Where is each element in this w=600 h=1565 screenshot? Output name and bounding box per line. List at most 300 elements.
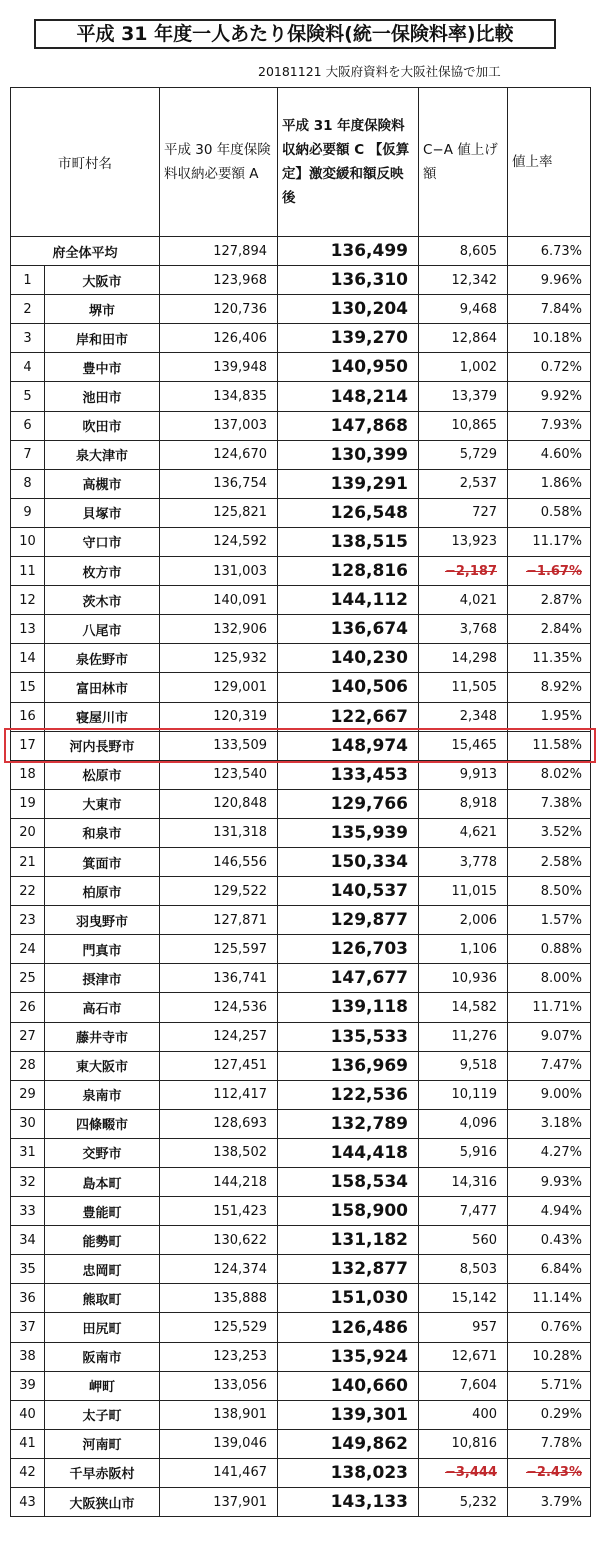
row-number: 26	[11, 993, 45, 1022]
row-number: 13	[11, 615, 45, 644]
increase-rate: 4.94%	[508, 1197, 591, 1226]
table-row	[11, 1458, 591, 1487]
row-number: 23	[11, 906, 45, 935]
table-row	[11, 789, 591, 818]
fy30-amount: 146,556	[160, 847, 278, 876]
increase-amount: 10,119	[419, 1080, 508, 1109]
fy30-amount: 140,091	[160, 586, 278, 615]
municipality-name: 千早赤阪村	[45, 1458, 160, 1487]
fy31-amount: 131,182	[278, 1226, 419, 1255]
table-row	[11, 324, 591, 353]
municipality-name: 箕面市	[45, 847, 160, 876]
average-rate: 6.73%	[508, 237, 591, 266]
table-row	[11, 266, 591, 295]
municipality-name: 高槻市	[45, 469, 160, 498]
row-number: 9	[11, 498, 45, 527]
municipality-name: 豊中市	[45, 353, 160, 382]
row-number: 3	[11, 324, 45, 353]
fy30-amount: 112,417	[160, 1080, 278, 1109]
table-row	[11, 1284, 591, 1313]
row-number: 39	[11, 1371, 45, 1400]
increase-rate: 2.58%	[508, 847, 591, 876]
table-row	[11, 760, 591, 789]
municipality-name: 池田市	[45, 382, 160, 411]
row-number: 4	[11, 353, 45, 382]
increase-amount: 1,002	[419, 353, 508, 382]
increase-amount: 15,465	[419, 731, 508, 760]
municipality-name: 忠岡町	[45, 1255, 160, 1284]
fy30-amount: 141,467	[160, 1458, 278, 1487]
increase-amount: 400	[419, 1400, 508, 1429]
fy31-amount: 140,506	[278, 673, 419, 702]
header-fy30: 平成 30 年度保険料収納必要額 A	[160, 88, 278, 237]
fy30-amount: 133,509	[160, 731, 278, 760]
fy31-amount: 126,486	[278, 1313, 419, 1342]
fy30-amount: 144,218	[160, 1168, 278, 1197]
increase-rate: 9.00%	[508, 1080, 591, 1109]
increase-rate: 7.93%	[508, 411, 591, 440]
row-number: 10	[11, 527, 45, 556]
fy30-amount: 125,597	[160, 935, 278, 964]
fy30-amount: 125,932	[160, 644, 278, 673]
fy31-amount: 132,789	[278, 1109, 419, 1138]
municipality-name: 大阪市	[45, 266, 160, 295]
row-number: 14	[11, 644, 45, 673]
table-row	[11, 1197, 591, 1226]
fy31-amount: 135,939	[278, 818, 419, 847]
page-title: 平成 31 年度一人あたり保険料(統一保険料率)比較	[34, 19, 556, 49]
table-row	[11, 1138, 591, 1167]
row-number: 40	[11, 1400, 45, 1429]
fy30-amount: 124,257	[160, 1022, 278, 1051]
row-number: 8	[11, 469, 45, 498]
municipality-name: 門真市	[45, 935, 160, 964]
table-row	[11, 615, 591, 644]
increase-amount: −2,187	[419, 557, 508, 586]
table-row	[11, 557, 591, 586]
fy30-amount: 128,693	[160, 1109, 278, 1138]
table-row	[11, 1080, 591, 1109]
municipality-name: 富田林市	[45, 673, 160, 702]
fy30-amount: 123,540	[160, 760, 278, 789]
increase-rate: 9.96%	[508, 266, 591, 295]
increase-rate: 7.47%	[508, 1051, 591, 1080]
row-number: 43	[11, 1488, 45, 1517]
fy30-amount: 139,046	[160, 1429, 278, 1458]
row-number: 1	[11, 266, 45, 295]
row-number: 17	[11, 731, 45, 760]
increase-amount: 5,916	[419, 1138, 508, 1167]
row-number: 6	[11, 411, 45, 440]
fy30-amount: 138,901	[160, 1400, 278, 1429]
increase-rate: 4.60%	[508, 440, 591, 469]
fy30-amount: 137,003	[160, 411, 278, 440]
increase-rate: −2.43%	[508, 1458, 591, 1487]
fy31-amount: 140,537	[278, 877, 419, 906]
row-number: 28	[11, 1051, 45, 1080]
increase-rate: 10.18%	[508, 324, 591, 353]
municipality-name: 豊能町	[45, 1197, 160, 1226]
increase-amount: 15,142	[419, 1284, 508, 1313]
row-number: 12	[11, 586, 45, 615]
municipality-name: 東大阪市	[45, 1051, 160, 1080]
fy30-amount: 135,888	[160, 1284, 278, 1313]
increase-rate: 7.38%	[508, 789, 591, 818]
municipality-name: 藤井寺市	[45, 1022, 160, 1051]
municipality-name: 河南町	[45, 1429, 160, 1458]
increase-amount: 14,582	[419, 993, 508, 1022]
increase-amount: 560	[419, 1226, 508, 1255]
municipality-name: 太子町	[45, 1400, 160, 1429]
municipality-name: 熊取町	[45, 1284, 160, 1313]
row-number: 42	[11, 1458, 45, 1487]
table-row	[11, 411, 591, 440]
row-number: 7	[11, 440, 45, 469]
table-row	[11, 906, 591, 935]
increase-rate: 0.88%	[508, 935, 591, 964]
fy30-amount: 124,536	[160, 993, 278, 1022]
municipality-name: 岬町	[45, 1371, 160, 1400]
fy30-amount: 131,318	[160, 818, 278, 847]
increase-amount: 11,276	[419, 1022, 508, 1051]
fy30-amount: 137,901	[160, 1488, 278, 1517]
fy31-amount: 129,877	[278, 906, 419, 935]
increase-rate: 0.76%	[508, 1313, 591, 1342]
row-number: 36	[11, 1284, 45, 1313]
increase-rate: 3.52%	[508, 818, 591, 847]
municipality-name: 堺市	[45, 295, 160, 324]
fy31-amount: 158,900	[278, 1197, 419, 1226]
fy30-amount: 132,906	[160, 615, 278, 644]
municipality-name: 寝屋川市	[45, 702, 160, 731]
header-row	[11, 88, 591, 237]
increase-rate: −1.67%	[508, 557, 591, 586]
average-row	[11, 237, 591, 266]
table-row	[11, 644, 591, 673]
row-number: 11	[11, 557, 45, 586]
row-number: 32	[11, 1168, 45, 1197]
table-row	[11, 1109, 591, 1138]
table-row	[11, 353, 591, 382]
row-number: 29	[11, 1080, 45, 1109]
table-row	[11, 935, 591, 964]
increase-amount: 5,232	[419, 1488, 508, 1517]
source-note: 20181121 大阪府資料を大阪社保協で加工	[258, 64, 501, 79]
fy31-amount: 147,868	[278, 411, 419, 440]
fy31-amount: 122,667	[278, 702, 419, 731]
fy30-amount: 127,451	[160, 1051, 278, 1080]
fy31-amount: 148,974	[278, 731, 419, 760]
table-row	[11, 877, 591, 906]
row-number: 30	[11, 1109, 45, 1138]
municipality-name: 枚方市	[45, 557, 160, 586]
row-number: 38	[11, 1342, 45, 1371]
fy30-amount: 138,502	[160, 1138, 278, 1167]
fy31-amount: 140,950	[278, 353, 419, 382]
increase-amount: 957	[419, 1313, 508, 1342]
table-row	[11, 382, 591, 411]
increase-amount: 10,816	[419, 1429, 508, 1458]
municipality-name: 松原市	[45, 760, 160, 789]
increase-rate: 8.50%	[508, 877, 591, 906]
fy30-amount: 123,968	[160, 266, 278, 295]
fy30-amount: 136,754	[160, 469, 278, 498]
municipality-name: 守口市	[45, 527, 160, 556]
increase-amount: 11,015	[419, 877, 508, 906]
increase-rate: 2.84%	[508, 615, 591, 644]
header-name: 市町村名	[11, 88, 160, 237]
fy31-amount: 122,536	[278, 1080, 419, 1109]
municipality-name: 田尻町	[45, 1313, 160, 1342]
municipality-name: 柏原市	[45, 877, 160, 906]
row-number: 2	[11, 295, 45, 324]
municipality-name: 茨木市	[45, 586, 160, 615]
municipality-name: 四條畷市	[45, 1109, 160, 1138]
increase-amount: 12,671	[419, 1342, 508, 1371]
increase-amount: 14,316	[419, 1168, 508, 1197]
municipality-name: 泉大津市	[45, 440, 160, 469]
fy31-amount: 147,677	[278, 964, 419, 993]
table-row	[11, 1429, 591, 1458]
fy31-amount: 136,310	[278, 266, 419, 295]
table-row	[11, 731, 591, 760]
fy30-amount: 124,374	[160, 1255, 278, 1284]
increase-rate: 0.29%	[508, 1400, 591, 1429]
fy30-amount: 131,003	[160, 557, 278, 586]
table-row	[11, 702, 591, 731]
municipality-name: 河内長野市	[45, 731, 160, 760]
increase-amount: 14,298	[419, 644, 508, 673]
table-row	[11, 469, 591, 498]
table-row	[11, 1488, 591, 1517]
increase-amount: 12,342	[419, 266, 508, 295]
fy31-amount: 149,862	[278, 1429, 419, 1458]
fy30-amount: 125,821	[160, 498, 278, 527]
fy31-amount: 139,301	[278, 1400, 419, 1429]
fy30-amount: 139,948	[160, 353, 278, 382]
row-number: 22	[11, 877, 45, 906]
increase-rate: 11.14%	[508, 1284, 591, 1313]
table-row	[11, 295, 591, 324]
fy30-amount: 130,622	[160, 1226, 278, 1255]
increase-rate: 2.87%	[508, 586, 591, 615]
fy30-amount: 151,423	[160, 1197, 278, 1226]
increase-amount: 1,106	[419, 935, 508, 964]
municipality-name: 羽曳野市	[45, 906, 160, 935]
table-row	[11, 1255, 591, 1284]
increase-rate: 10.28%	[508, 1342, 591, 1371]
fy30-amount: 129,522	[160, 877, 278, 906]
increase-amount: 11,505	[419, 673, 508, 702]
increase-amount: 9,518	[419, 1051, 508, 1080]
increase-rate: 9.93%	[508, 1168, 591, 1197]
table-row	[11, 1400, 591, 1429]
table-row	[11, 440, 591, 469]
increase-rate: 11.17%	[508, 527, 591, 556]
fy31-amount: 136,674	[278, 615, 419, 644]
table-row	[11, 1371, 591, 1400]
fy31-amount: 128,816	[278, 557, 419, 586]
fy31-amount: 139,291	[278, 469, 419, 498]
increase-amount: 2,348	[419, 702, 508, 731]
increase-rate: 0.72%	[508, 353, 591, 382]
row-number: 34	[11, 1226, 45, 1255]
increase-rate: 8.92%	[508, 673, 591, 702]
increase-rate: 9.07%	[508, 1022, 591, 1051]
municipality-name: 吹田市	[45, 411, 160, 440]
fy31-amount: 136,969	[278, 1051, 419, 1080]
municipality-name: 能勢町	[45, 1226, 160, 1255]
fy31-amount: 138,515	[278, 527, 419, 556]
table-row	[11, 673, 591, 702]
increase-amount: 2,537	[419, 469, 508, 498]
fy31-amount: 151,030	[278, 1284, 419, 1313]
increase-rate: 1.95%	[508, 702, 591, 731]
table-row	[11, 498, 591, 527]
increase-amount: 3,768	[419, 615, 508, 644]
increase-amount: 12,864	[419, 324, 508, 353]
increase-rate: 11.35%	[508, 644, 591, 673]
increase-rate: 1.57%	[508, 906, 591, 935]
table-row	[11, 818, 591, 847]
municipality-name: 岸和田市	[45, 324, 160, 353]
fy30-amount: 136,741	[160, 964, 278, 993]
fy31-amount: 130,204	[278, 295, 419, 324]
table-row	[11, 527, 591, 556]
increase-rate: 6.84%	[508, 1255, 591, 1284]
increase-rate: 8.00%	[508, 964, 591, 993]
increase-rate: 4.27%	[508, 1138, 591, 1167]
row-number: 15	[11, 673, 45, 702]
table-row	[11, 1313, 591, 1342]
fy31-amount: 144,418	[278, 1138, 419, 1167]
row-number: 27	[11, 1022, 45, 1051]
row-number: 24	[11, 935, 45, 964]
increase-amount: 13,379	[419, 382, 508, 411]
municipality-name: 泉佐野市	[45, 644, 160, 673]
increase-amount: 4,096	[419, 1109, 508, 1138]
increase-amount: 13,923	[419, 527, 508, 556]
table-row	[11, 1168, 591, 1197]
fy31-amount: 135,533	[278, 1022, 419, 1051]
table-row	[11, 993, 591, 1022]
row-number: 16	[11, 702, 45, 731]
row-number: 31	[11, 1138, 45, 1167]
increase-amount: 10,936	[419, 964, 508, 993]
table-row	[11, 586, 591, 615]
municipality-name: 大阪狭山市	[45, 1488, 160, 1517]
fy30-amount: 124,592	[160, 527, 278, 556]
increase-rate: 3.18%	[508, 1109, 591, 1138]
fy30-amount: 123,253	[160, 1342, 278, 1371]
fy31-amount: 140,660	[278, 1371, 419, 1400]
increase-rate: 7.84%	[508, 295, 591, 324]
fy31-amount: 148,214	[278, 382, 419, 411]
fy31-amount: 143,133	[278, 1488, 419, 1517]
row-number: 20	[11, 818, 45, 847]
table-row	[11, 1342, 591, 1371]
fy30-amount: 127,871	[160, 906, 278, 935]
fy30-amount: 125,529	[160, 1313, 278, 1342]
average-fy31: 136,499	[278, 237, 419, 266]
fy31-amount: 158,534	[278, 1168, 419, 1197]
fy31-amount: 129,766	[278, 789, 419, 818]
fy30-amount: 126,406	[160, 324, 278, 353]
municipality-name: 高石市	[45, 993, 160, 1022]
fy30-amount: 120,736	[160, 295, 278, 324]
increase-amount: 4,621	[419, 818, 508, 847]
fy31-amount: 133,453	[278, 760, 419, 789]
increase-rate: 3.79%	[508, 1488, 591, 1517]
fy31-amount: 132,877	[278, 1255, 419, 1284]
fy31-amount: 130,399	[278, 440, 419, 469]
comparison-table	[10, 87, 591, 1517]
row-number: 21	[11, 847, 45, 876]
table-row	[11, 847, 591, 876]
fy30-amount: 120,319	[160, 702, 278, 731]
row-number: 18	[11, 760, 45, 789]
header-diff: C−A 値上げ額	[419, 88, 508, 237]
increase-amount: 9,468	[419, 295, 508, 324]
fy31-amount: 138,023	[278, 1458, 419, 1487]
row-number: 25	[11, 964, 45, 993]
row-number: 41	[11, 1429, 45, 1458]
fy30-amount: 133,056	[160, 1371, 278, 1400]
increase-rate: 7.78%	[508, 1429, 591, 1458]
fy31-amount: 139,270	[278, 324, 419, 353]
table-row	[11, 1051, 591, 1080]
increase-amount: 8,918	[419, 789, 508, 818]
table-row	[11, 964, 591, 993]
municipality-name: 和泉市	[45, 818, 160, 847]
row-number: 19	[11, 789, 45, 818]
municipality-name: 阪南市	[45, 1342, 160, 1371]
fy31-amount: 139,118	[278, 993, 419, 1022]
increase-amount: 10,865	[419, 411, 508, 440]
header-fy31: 平成 31 年度保険料収納必要額 C 【仮算定】激変緩和額反映後	[278, 88, 419, 237]
row-number: 37	[11, 1313, 45, 1342]
fy30-amount: 120,848	[160, 789, 278, 818]
fy31-amount: 150,334	[278, 847, 419, 876]
increase-rate: 0.58%	[508, 498, 591, 527]
header-rate: 値上率	[508, 88, 591, 237]
fy31-amount: 126,548	[278, 498, 419, 527]
municipality-name: 摂津市	[45, 964, 160, 993]
increase-amount: 8,503	[419, 1255, 508, 1284]
municipality-name: 島本町	[45, 1168, 160, 1197]
municipality-name: 泉南市	[45, 1080, 160, 1109]
municipality-name: 交野市	[45, 1138, 160, 1167]
fy30-amount: 124,670	[160, 440, 278, 469]
municipality-name: 八尾市	[45, 615, 160, 644]
increase-rate: 9.92%	[508, 382, 591, 411]
increase-amount: 2,006	[419, 906, 508, 935]
increase-rate: 11.71%	[508, 993, 591, 1022]
increase-amount: 7,604	[419, 1371, 508, 1400]
increase-rate: 0.43%	[508, 1226, 591, 1255]
increase-amount: 4,021	[419, 586, 508, 615]
increase-rate: 8.02%	[508, 760, 591, 789]
fy30-amount: 134,835	[160, 382, 278, 411]
increase-rate: 11.58%	[508, 731, 591, 760]
row-number: 5	[11, 382, 45, 411]
municipality-name: 大東市	[45, 789, 160, 818]
fy31-amount: 144,112	[278, 586, 419, 615]
row-number: 33	[11, 1197, 45, 1226]
fy30-amount: 129,001	[160, 673, 278, 702]
increase-amount: 5,729	[419, 440, 508, 469]
increase-rate: 5.71%	[508, 1371, 591, 1400]
